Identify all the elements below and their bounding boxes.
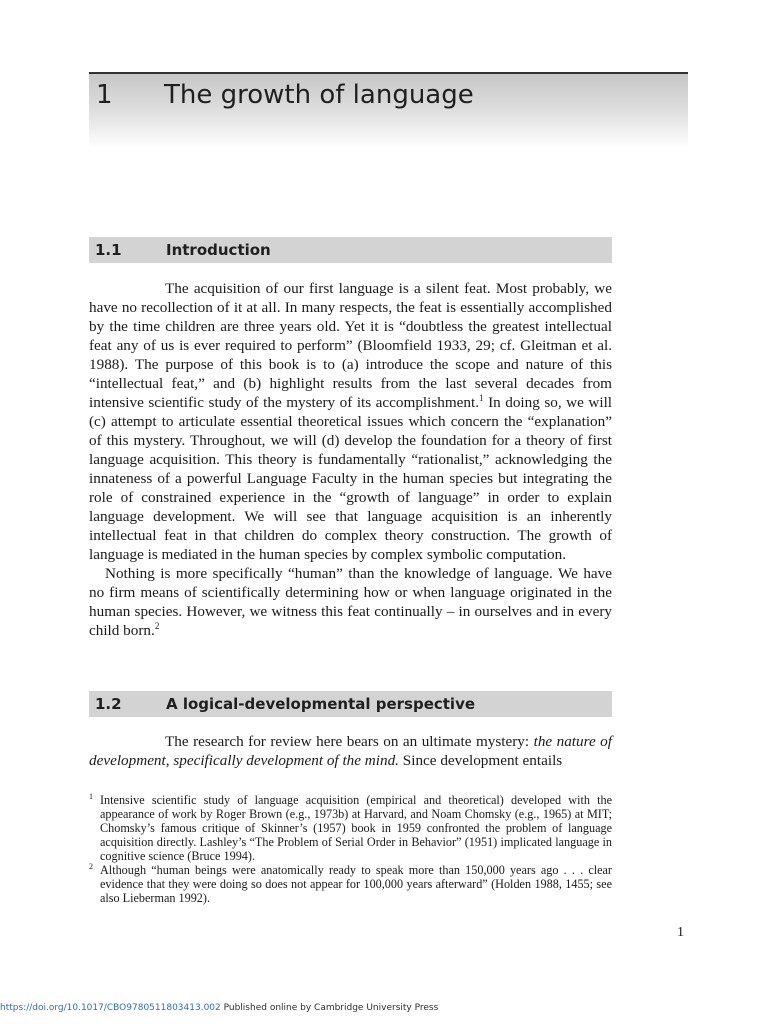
footnote-text: Intensive scientific study of language acquisition (empirical and theoretical) developed with the appearance of work by Roger Brown (e.g., 1973b) at Harvard, and Noam Chomsky (e.g., 1965) at MIT; Chomsky’s famous critique of Skinner’s (1957) book in 1959 confronted the problem of language acquisition directly. Lashley’s “The Problem of Serial Order in Behavior” (1951) implicated language in cognitive science (Bruce 1994). (100, 793, 612, 863)
chapter-heading (89, 72, 688, 149)
footnote (89, 863, 612, 905)
chapter-title: The growth of language (164, 80, 474, 110)
section-2-body (89, 732, 612, 770)
paragraph (89, 279, 612, 564)
section-heading-intro (89, 237, 612, 263)
paragraph (89, 732, 612, 770)
paragraph-text: The research for review here bears on an ultimate mystery: (165, 733, 530, 750)
footnote-text: Although “human beings were anatomically ready to speak more than 150,000 years ago . . . clear evidence that they were doing so does not appear for 100,000 years afterward” (Holden 1988, 1455; see also Lieberman 1992). (100, 863, 612, 905)
paragraph-text: Since development entails (402, 752, 563, 769)
emphasis-text: the nature of development, specifically development of the mind. (89, 733, 612, 769)
footnote-mark: 1 (89, 792, 93, 801)
footnote-ref[interactable]: 2 (154, 621, 160, 631)
doi-link[interactable]: https://doi.org/10.1017/CBO9780511803413.002 (0, 1003, 221, 1013)
paragraph-text: Nothing is more specifically “human” than the knowledge of language. We have no firm means of scientifically determining how or when language originated in the human species. However, we witness this feat continually – in ourselves and in every child born. (89, 565, 612, 639)
section-number: 1.1 (95, 241, 122, 259)
paragraph-text: The acquisition of our first language is a silent feat. Most probably, we have no recollection of it at all. In many respects, the feat is essentially accomplished by the time children are three years old. Yet it is “doubtless the greatest intellectual feat any of us is ever required to perform” (Bloomfield 1933, 29; cf. Gleitman et al. 1988). The purpose of this book is to (a) introduce the scope and nature of this “intellectual feat,” and (b) highlight results from the last several decades from intensive scientific study of the mystery of its accomplishment. (89, 280, 612, 411)
footnote-mark: 2 (89, 862, 93, 871)
section-title: A logical-developmental perspective (166, 695, 476, 713)
section-1-body (89, 279, 612, 640)
footnotes (89, 793, 612, 905)
paragraph-text: In doing so, we will (c) attempt to articulate essential theoretical issues which concern the “explanation” of this mystery. Throughout, we will (d) develop the foundation for a theory of first language acquisition. This theory is fundamentally “rationalist,” acknowledging the innateness of a powerful Language Faculty in the human species but integrating the role of constrained experience in the “growth of language” in order to explain language development. We will see that language acquisition is an inherently intellectual feat in that children do complex theory construction. The growth of language is mediated in the human species by complex symbolic computation. (89, 394, 613, 563)
section-number: 1.2 (95, 695, 122, 713)
page-footer (0, 1003, 438, 1013)
paragraph (89, 564, 612, 640)
chapter-number: 1 (96, 80, 113, 110)
section-title: Introduction (166, 241, 271, 259)
publisher-note: Published online by Cambridge University Press (223, 1003, 439, 1013)
page-number: 1 (677, 925, 684, 940)
section-heading-perspective (89, 691, 612, 717)
footnote-ref[interactable]: 1 (479, 393, 484, 403)
footnote (89, 793, 612, 863)
